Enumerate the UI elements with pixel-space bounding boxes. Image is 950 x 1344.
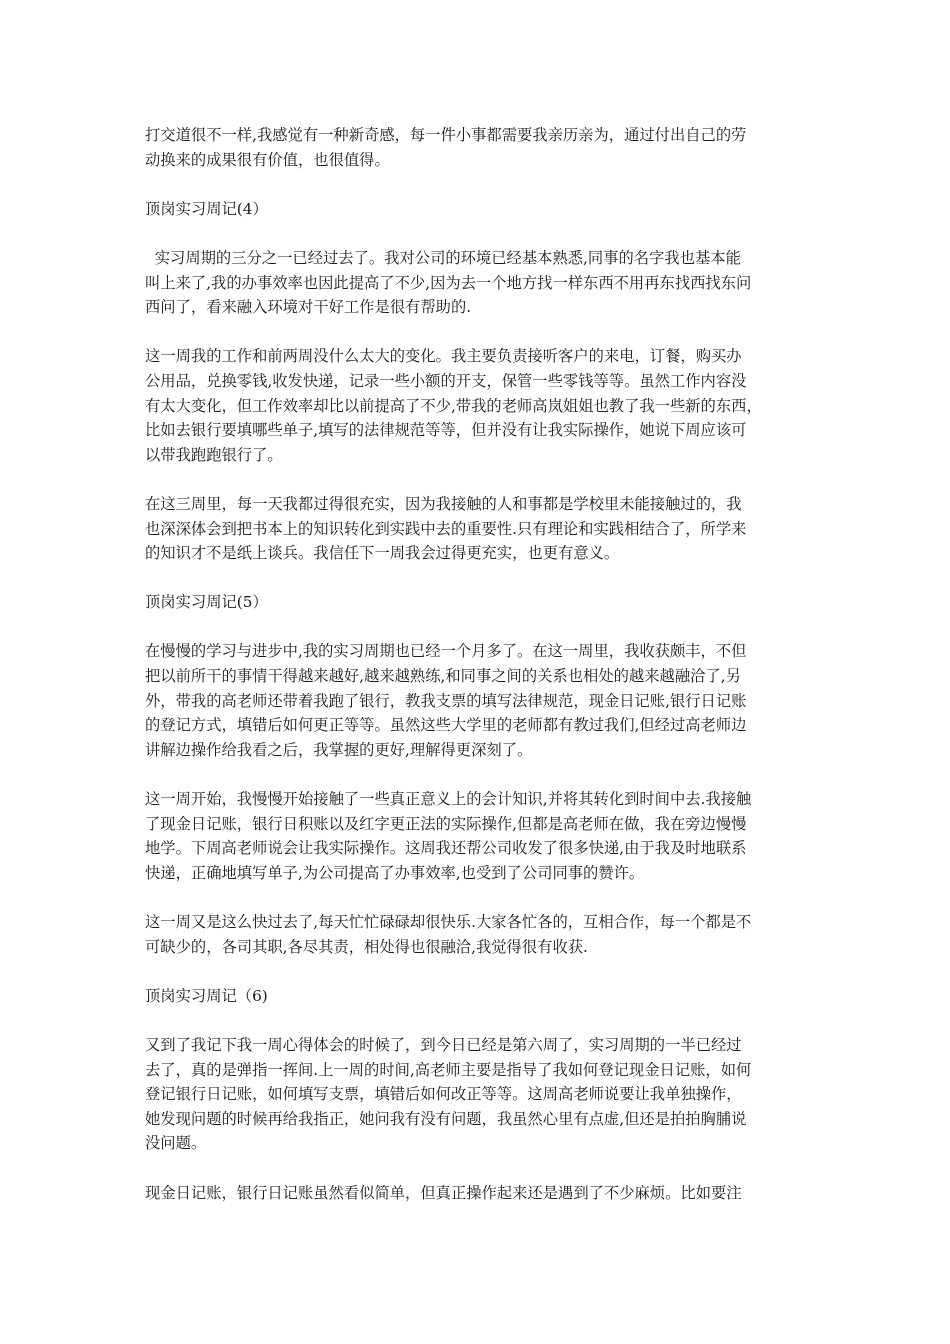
paragraph-line: 这一周开始，我慢慢开始接触了一些真正意义上的会计知识,并将其转化到时间中去.我接触 (145, 790, 752, 809)
paragraph-line: 的知识才不是纸上谈兵。我信任下一周我会过得更充实，也更有意义。 (145, 544, 620, 563)
paragraph-line: 她发现问题的时候再给我指正，她问我有没有问题，我虽然心里有点虚,但还是拍拍胸脯说 (145, 1109, 747, 1128)
paragraph-week-5-1 (145, 639, 813, 762)
paragraph-line: 在慢慢的学习与进步中,我的实习周期也已经一个月多了。在这一周里，我收获颇丰，不但 (145, 642, 747, 661)
paragraph-line: 在这三周里，每一天我都过得很充实，因为我接触的人和事都是学校里未能接触过的，我 (145, 494, 742, 513)
paragraph-line: 把以前所干的事情干得越来越好,越来越熟练,和同事之间的关系也相处的越来越融洽了,另 (145, 667, 741, 686)
paragraph-line: 打交道很不一样,我感觉有一种新奇感，每一件小事都需要我亲历亲为，通过付出自己的劳 (145, 126, 747, 144)
heading-week-5 (145, 590, 813, 615)
paragraph-line: 去了，真的是弹指一挥间.上一周的时间,高老师主要是指导了我如何登记现金日记账，如何 (145, 1060, 752, 1079)
paragraph-line: 讲解边操作给我看之后，我掌握的更好,理解得更深刻了。 (145, 740, 533, 759)
paragraph-week-4-1 (145, 246, 813, 320)
paragraph-week-5-2 (145, 787, 813, 885)
heading-week-4 (145, 197, 813, 222)
paragraph-line: 地学。下周高老师说会让我实际操作。这周我还帮公司收发了很多快递,由于我及时地联系 (145, 839, 747, 858)
document-body (145, 123, 813, 1230)
paragraph-line: 动换来的成果很有价值，也很值得。 (145, 150, 390, 169)
paragraph-week-6-2 (145, 1181, 813, 1206)
paragraph-line: 现金日记账，银行日记账虽然看似简单，但真正操作起来还是遇到了不少麻烦。比如要注 (145, 1183, 742, 1202)
heading-text: 顶岗实习周记(4） (145, 199, 268, 218)
paragraph-line: 了现金日记账，银行日积账以及红字更正法的实际操作,但都是高老师在做，我在旁边慢慢 (145, 814, 747, 833)
paragraph-line: 这一周我的工作和前两周没什么太大的变化。我主要负责接听客户的来电，订餐，购买办 (145, 347, 742, 366)
paragraph-line: 实习周期的三分之一已经过去了。我对公司的环境已经基本熟悉,同事的名字我也基本能 (145, 248, 741, 267)
heading-text: 顶岗实习周记(5） (145, 593, 268, 612)
paragraph-line: 没问题。 (145, 1134, 207, 1153)
paragraph-week-4-3 (145, 492, 813, 566)
paragraph-intro-continued (145, 123, 813, 172)
paragraph-line: 叫上来了,我的办事效率也因此提高了不少,因为去一个地方找一样东西不用再东找西找东问 (145, 273, 752, 292)
paragraph-week-5-3 (145, 910, 813, 959)
paragraph-line: 又到了我记下我一周心得体会的时候了，到今日已经是第六周了，实习周期的一半已经过 (145, 1035, 742, 1054)
paragraph-line: 的登记方式，填错后如何更正等等。虽然这些大学里的老师都有教过我们,但经过高老师边 (145, 716, 747, 735)
paragraph-week-4-2 (145, 344, 813, 467)
paragraph-week-6-1 (145, 1033, 813, 1156)
paragraph-line: 这一周又是这么快过去了,每天忙忙碌碌却很快乐.大家各忙各的，互相合作，每一个都是不 (145, 913, 752, 931)
paragraph-line: 有太大变化，但工作效率却比以前提高了不少,带我的老师高岚姐姐也教了我一些新的东西， (145, 396, 762, 415)
paragraph-line: 外，带我的高老师还带着我跑了银行，教我支票的填写法律规范，现金日记账,银行日记账 (145, 691, 747, 710)
paragraph-line: 可缺少的，各司其职,各尽其责，相处得也很融洽,我觉得很有收获. (145, 937, 588, 956)
paragraph-line: 也深深体会到把书本上的知识转化到实践中去的重要性.只有理论和实践相结合了，所学来 (145, 519, 747, 538)
paragraph-line: 公用品，兑换零钱,收发快递，记录一些小额的开支，保管一些零钱等等。虽然工作内容没 (145, 371, 747, 390)
paragraph-line: 登记银行日记账，如何填写支票，填错后如何改正等等。这周高老师说要让我单独操作， (145, 1085, 742, 1104)
paragraph-line: 西问了，看来融入环境对干好工作是很有帮助的. (145, 298, 472, 317)
heading-text: 顶岗实习周记（6) (145, 986, 268, 1005)
paragraph-line: 快递，正确地填写单子,为公司提高了办事效率,也受到了公司同事的赞许。 (145, 863, 645, 882)
paragraph-line: 比如去银行要填哪些单子,填写的法律规范等等，但并没有让我实际操作，她说下周应该可 (145, 421, 747, 440)
paragraph-line: 以带我跑跑银行了。 (145, 445, 283, 464)
heading-week-6 (145, 984, 813, 1009)
